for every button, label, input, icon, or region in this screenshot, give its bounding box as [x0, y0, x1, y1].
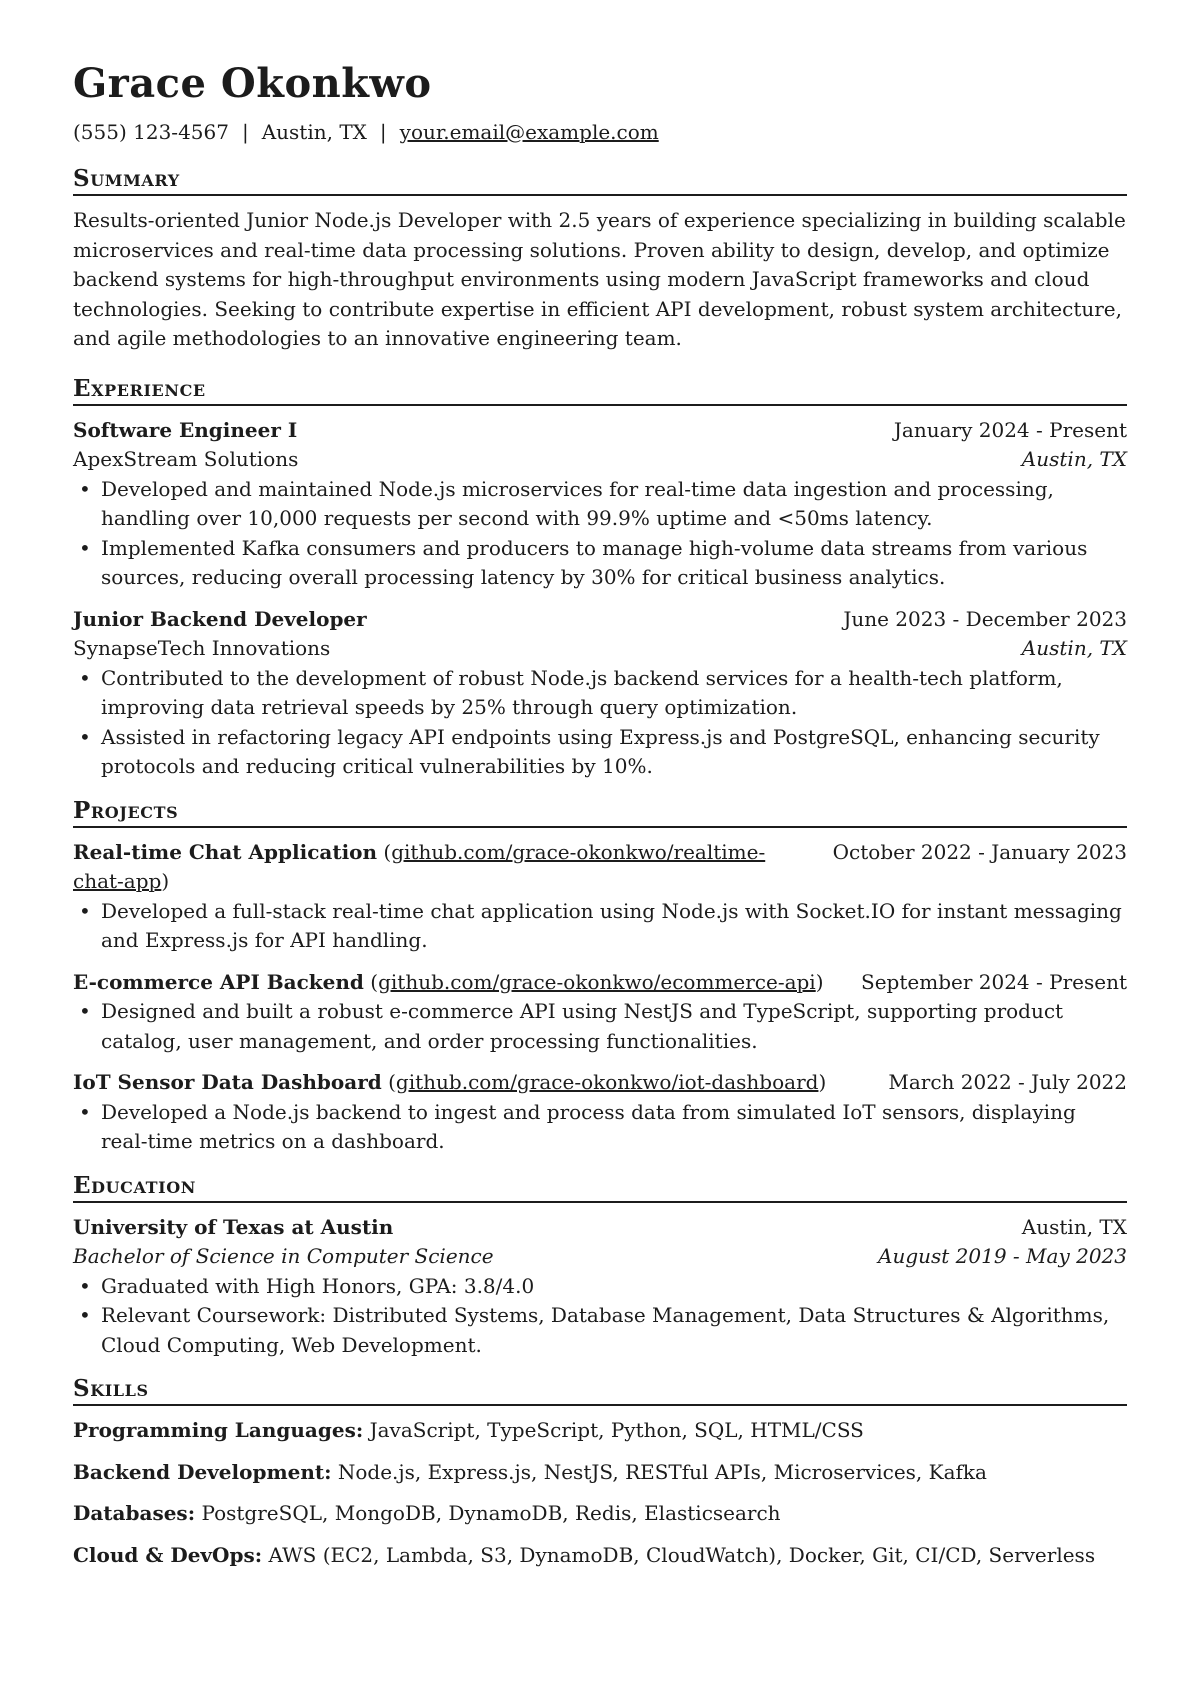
bullet-item: • Graduated with High Honors, GPA: 3.8/4.0	[101, 1272, 1127, 1302]
section-title-skills: Skills	[73, 1374, 1127, 1406]
project-link[interactable]: github.com/grace-okonkwo/iot-dashboard	[395, 1070, 819, 1094]
project-link[interactable]: github.com/grace-okonkwo/realtime-chat-app	[73, 839, 766, 893]
project-name: IoT Sensor Data Dashboard	[73, 1070, 382, 1094]
contact-separator: |	[241, 120, 249, 144]
skill-label: Databases:	[73, 1501, 196, 1525]
skill-row	[73, 1499, 1127, 1529]
project-bullets	[73, 897, 1127, 956]
education-entry	[73, 1213, 1127, 1361]
contact-separator: |	[379, 120, 387, 144]
school-location: Austin, TX	[1021, 1214, 1127, 1239]
skill-row	[73, 1541, 1127, 1571]
project-entry	[73, 968, 1127, 1057]
resume-page	[73, 58, 1127, 1570]
experience-entry	[73, 605, 1127, 782]
skill-label: Cloud & DevOps:	[73, 1542, 263, 1567]
bullet-item: • Developed and maintained Node.js microservices for real-time data ingestion and processing, handling over 10,000 requests per second with 99.9% uptime and <50ms latency.	[101, 475, 1127, 534]
candidate-name: Grace Okonkwo	[73, 60, 432, 107]
company-name: SynapseTech Innovations	[73, 636, 331, 660]
project-dates: September 2024 - Present	[861, 969, 1127, 994]
project-link-wrapper: (github.com/grace-okonkwo/ecommerce-api)	[370, 969, 824, 994]
section-title-projects: Projects	[73, 796, 1127, 828]
job-location: Austin, TX	[1021, 447, 1127, 471]
project-name: Real-time Chat Application	[73, 839, 378, 864]
job-dates: June 2023 - December 2023	[843, 606, 1127, 631]
bullet-item: • Assisted in refactoring legacy API endpoints using Express.js and PostgreSQL, enhancing security protocols and reducing critical vulnerabilities by 10%.	[101, 723, 1127, 782]
bullet-item: • Developed a full-stack real-time chat application using Node.js with Socket.IO for instant messaging and Express.js for API handling.	[101, 897, 1127, 956]
section-title-education: Education	[73, 1171, 1127, 1203]
job-dates: January 2024 - Present	[893, 417, 1127, 442]
skill-value: Node.js, Express.js, NestJS, RESTful APIs, Microservices, Kafka	[337, 1459, 987, 1484]
contact-line	[73, 118, 1127, 146]
degree-name: Bachelor of Science in Computer Science	[73, 1244, 494, 1268]
skill-value: AWS (EC2, Lambda, S3, DynamoDB, CloudWatch), Docker, Git, CI/CD, Serverless	[268, 1542, 1096, 1567]
skill-label: Programming Languages:	[73, 1418, 364, 1442]
project-entry	[73, 838, 1127, 956]
experience-entry	[73, 416, 1127, 593]
school-name: University of Texas at Austin	[73, 1214, 394, 1239]
project-name: E-commerce API Backend	[73, 969, 364, 994]
job-title: Software Engineer I	[73, 417, 298, 442]
summary-text: Results-oriented Junior Node.js Developer with 2.5 years of experience specializing in building scalable microservices and real-time data processing solutions. Proven ability to design, develop, and optimize backend systems for high-throughput environments using modern JavaScript frameworks and cloud technologies. Seeking to contribute expertise in efficient API development, robust system architecture, and agile methodologies to an innovative engineering team.	[73, 208, 1126, 350]
project-dates: October 2022 - January 2023	[832, 839, 1127, 864]
project-bullets	[73, 997, 1127, 1056]
project-link[interactable]: github.com/grace-okonkwo/ecommerce-api	[378, 969, 816, 994]
job-bullets	[73, 475, 1127, 593]
bullet-item: • Relevant Coursework: Distributed Systems, Database Management, Data Structures & Algorithms, Cloud Computing, Web Development.	[101, 1301, 1127, 1360]
project-bullets	[73, 1098, 1127, 1157]
bullet-item: • Implemented Kafka consumers and producers to manage high-volume data streams from various sources, reducing overall processing latency by 30% for critical business analytics.	[101, 534, 1127, 593]
skill-label: Backend Development:	[73, 1459, 332, 1484]
email-link[interactable]: your.email@example.com	[399, 120, 659, 144]
bullet-item: • Developed a Node.js backend to ingest and process data from simulated IoT sensors, displaying real-time metrics on a dashboard.	[101, 1098, 1127, 1157]
bullet-item: • Contributed to the development of robust Node.js backend services for a health-tech platform, improving data retrieval speeds by 25% through query optimization.	[101, 664, 1127, 723]
job-title: Junior Backend Developer	[73, 606, 367, 631]
skill-value: JavaScript, TypeScript, Python, SQL, HTML/CSS	[369, 1418, 864, 1442]
project-dates: March 2022 - July 2022	[888, 1070, 1127, 1094]
section-title-summary: Summary	[73, 164, 1127, 196]
skill-row	[73, 1458, 1127, 1488]
skill-value: PostgreSQL, MongoDB, DynamoDB, Redis, Elasticsearch	[201, 1501, 781, 1525]
project-entry	[73, 1068, 1127, 1157]
section-title-experience: Experience	[73, 374, 1127, 406]
education-bullets	[73, 1272, 1127, 1361]
skill-row	[73, 1416, 1127, 1446]
location: Austin, TX	[261, 120, 367, 144]
phone-number: (555) 123-4567	[73, 120, 229, 144]
education-dates: August 2019 - May 2023	[878, 1244, 1127, 1268]
job-location: Austin, TX	[1021, 636, 1127, 660]
project-link-wrapper: (github.com/grace-okonkwo/iot-dashboard)	[388, 1070, 827, 1094]
project-link-wrapper: (github.com/grace-okonkwo/realtime-chat-app)	[73, 839, 766, 893]
job-bullets	[73, 664, 1127, 782]
bullet-item: • Designed and built a robust e-commerce API using NestJS and TypeScript, supporting product catalog, user management, and order processing functionalities.	[101, 997, 1127, 1056]
company-name: ApexStream Solutions	[73, 447, 299, 471]
